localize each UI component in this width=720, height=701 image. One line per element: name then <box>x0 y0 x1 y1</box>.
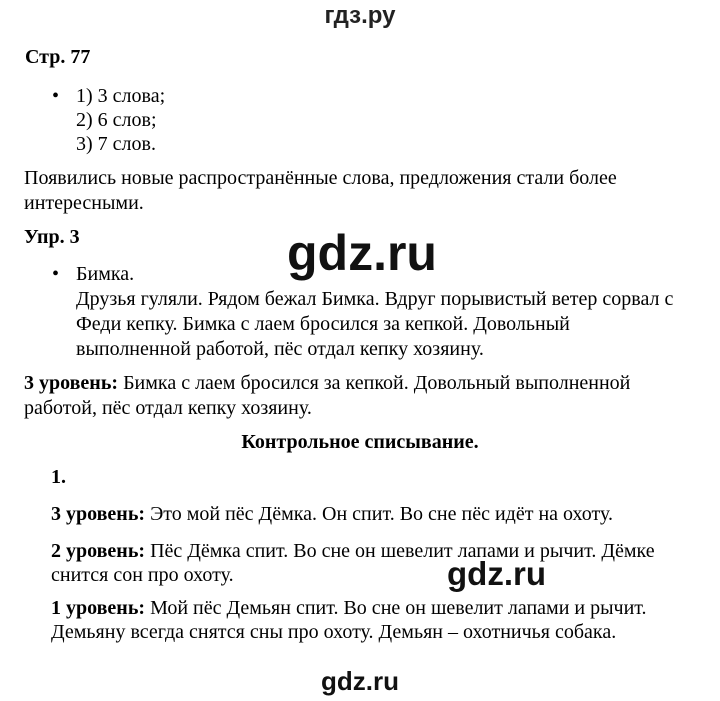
level3-line-1 <box>24 372 630 395</box>
dictation-level1-line-2: Демьяну всегда снятся сны про охоту. Демьян – охотничья собака. <box>51 621 617 643</box>
answer-item-3: 3) 7 слов. <box>76 133 156 155</box>
level-text: Мой пёс Демьян спит. Во сне он шевелит лапами и рычит. <box>145 597 647 619</box>
dictation-level2-line-2: снится сон про охоту. <box>51 564 234 586</box>
watermark: gdz.ru <box>287 225 437 281</box>
dictation-level1-line-1 <box>51 597 647 620</box>
answer-item-2: 2) 6 слов; <box>76 109 157 131</box>
level-text: Бимка с лаем бросился за кепкой. Довольный выполненной <box>118 372 631 394</box>
bullet-icon: • <box>52 263 60 285</box>
exercise-line: Феди кепку. Бимка с лаем бросился за кепкой. Довольный <box>76 313 570 335</box>
dictation-level3 <box>51 503 613 526</box>
dictation-number: 1. <box>51 466 66 488</box>
exercise-bullet: Бимка. <box>76 263 135 285</box>
exercise-heading: Упр. 3 <box>24 226 80 248</box>
level-text: Это мой пёс Дёмка. Он спит. Во сне пёс идёт на охоту. <box>145 503 613 525</box>
watermark: gdz.ru <box>447 555 546 592</box>
bullet-icon: • <box>52 85 60 107</box>
paragraph-line: интересными. <box>24 192 144 214</box>
page-title: Стр. 77 <box>25 46 91 68</box>
answer-item-1: 1) 3 слова; <box>76 85 166 107</box>
level3-line-2: работой, пёс отдал кепку хозяину. <box>24 397 312 419</box>
level-label: 1 уровень: <box>51 597 146 619</box>
level-label: 2 уровень: <box>51 540 146 562</box>
exercise-line: Друзья гуляли. Рядом бежал Бимка. Вдруг порывистый ветер сорвал с <box>76 288 674 310</box>
paragraph-line: Появились новые распространённые слова, предложения стали более <box>24 167 617 189</box>
dictation-level2-line-1 <box>51 540 655 563</box>
dictation-title: Контрольное списывание. <box>241 431 479 453</box>
level-text: Пёс Дёмка спит. Во сне он шевелит лапами и рычит. Дёмке <box>145 540 655 562</box>
exercise-line: выполненной работой, пёс отдал кепку хозяину. <box>76 338 484 360</box>
level-label: 3 уровень: <box>51 503 146 525</box>
site-header: гдз.ру <box>324 2 396 29</box>
level-label: 3 уровень: <box>24 372 119 394</box>
watermark: gdz.ru <box>321 666 399 696</box>
